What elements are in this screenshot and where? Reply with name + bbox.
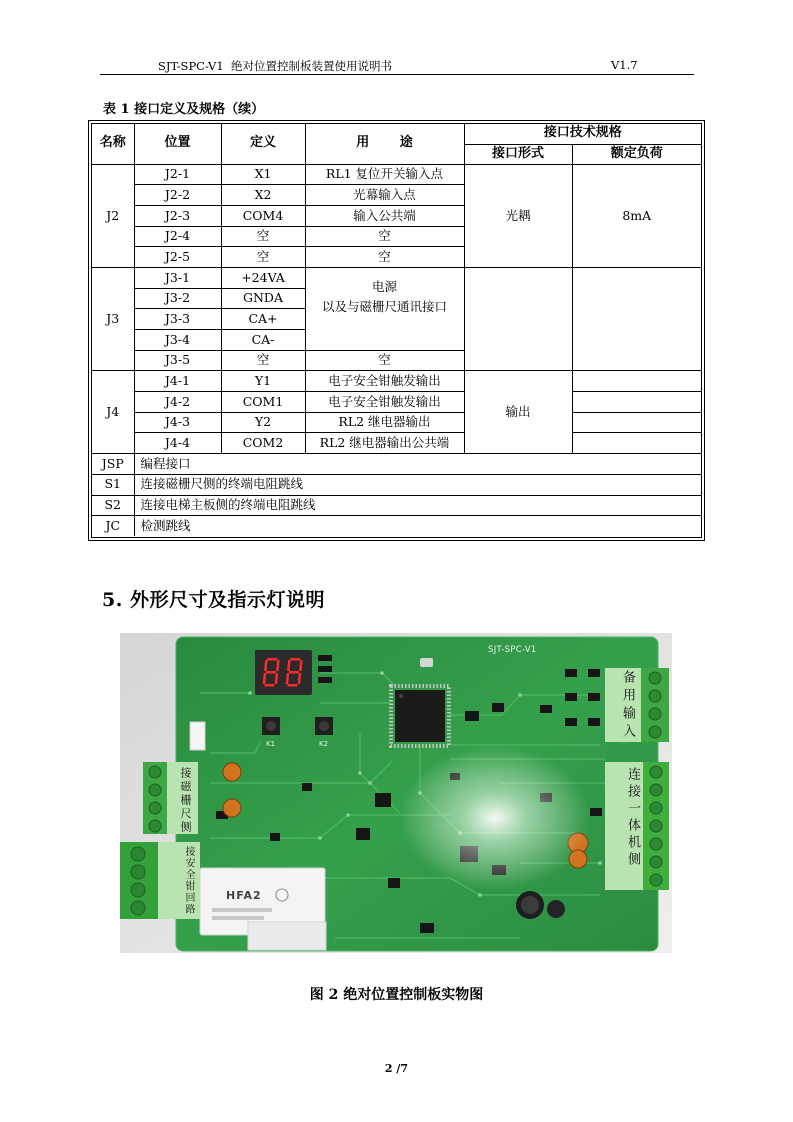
group-name-cell: J4: [92, 371, 134, 454]
purpose-cell-merged: [305, 267, 464, 350]
definition-cell: CA+: [221, 309, 305, 330]
document-title: SJT-SPC-V1 绝对位置控制板装置使用说明书: [158, 59, 392, 73]
relay-socket: [248, 922, 326, 950]
item-name-cell: JC: [92, 516, 134, 537]
purpose-cell: 空: [305, 350, 464, 371]
integrated-side-label: 连接一体机侧: [625, 767, 640, 869]
position-cell: J2-1: [134, 164, 221, 185]
programming-connector: [190, 722, 205, 750]
definition-cell: X2: [221, 185, 305, 206]
table-row: [92, 433, 701, 454]
table-row: [92, 164, 701, 185]
position-cell: J3-3: [134, 309, 221, 330]
header-interface-form: 接口形式: [464, 144, 572, 164]
position-cell: J2-5: [134, 247, 221, 268]
position-cell: J4-2: [134, 392, 221, 413]
definition-cell: Y1: [221, 371, 305, 392]
document-version: V1.7: [611, 58, 638, 72]
item-name-cell: S2: [92, 495, 134, 516]
definition-cell: 空: [221, 247, 305, 268]
table-row: [92, 454, 701, 475]
crystal-oscillator: [420, 658, 433, 667]
table-row: [92, 412, 701, 433]
spec-table-frame: [88, 120, 705, 541]
table-header-row: [92, 124, 701, 144]
position-cell: J4-3: [134, 412, 221, 433]
seven-segment-display: [255, 650, 312, 695]
definition-cell: COM2: [221, 433, 305, 454]
header-definition: 定义: [221, 124, 305, 164]
header-position: 位置: [134, 124, 221, 164]
purpose-line: 以及与磁栅尺通讯接口: [321, 298, 447, 314]
purpose-cell: RL1 复位开关输入点: [305, 164, 464, 185]
purpose-cell: 输入公共端: [305, 205, 464, 226]
display-body: [255, 650, 312, 695]
position-cell: J4-4: [134, 433, 221, 454]
definition-cell: Y2: [221, 412, 305, 433]
header-rated-load: 额定负荷: [572, 144, 701, 164]
item-name-cell: JSP: [92, 454, 134, 475]
item-description-cell: 连接磁栅尺侧的终端电阻跳线: [134, 474, 701, 495]
relay-label: HFA2: [226, 889, 262, 902]
purpose-cell: 空: [305, 247, 464, 268]
table-caption: 表 1 接口定义及规格（续）: [103, 102, 265, 117]
pcb-illustration: [120, 633, 672, 953]
section-title: 5. 外形尺寸及指示灯说明: [102, 589, 325, 611]
position-cell: J4-1: [134, 371, 221, 392]
purpose-cell: RL2 继电器输出公共端: [305, 433, 464, 454]
interface-form-cell: 光耦: [464, 164, 572, 267]
table-row: [92, 371, 701, 392]
header-name: 名称: [92, 124, 134, 164]
safety-gear-loop-label: 接安全钳回路: [183, 846, 194, 915]
interface-form-cell: [464, 267, 572, 370]
definition-cell: 空: [221, 226, 305, 247]
button-k2: [315, 717, 333, 735]
definition-cell: CA-: [221, 330, 305, 351]
item-description-cell: 编程接口: [134, 454, 701, 475]
definition-cell: COM1: [221, 392, 305, 413]
item-description-cell: 检测跳线: [134, 516, 701, 537]
button-k2-label: K2: [319, 740, 329, 748]
item-name-cell: S1: [92, 474, 134, 495]
board-photo: [120, 633, 672, 953]
spare-input-label: 备用输入: [620, 670, 635, 742]
position-cell: J2-4: [134, 226, 221, 247]
position-cell: J3-1: [134, 267, 221, 288]
magnetic-scale-side-label: 接磁栅尺侧: [179, 767, 192, 835]
rated-load-cell: [572, 371, 701, 392]
purpose-cell: 电子安全钳触发输出: [305, 371, 464, 392]
definition-cell: COM4: [221, 205, 305, 226]
definition-cell: X1: [221, 164, 305, 185]
position-cell: J2-3: [134, 205, 221, 226]
header-spec: 接口技术规格: [464, 124, 701, 144]
rated-load-cell: [572, 392, 701, 413]
position-cell: J3-2: [134, 288, 221, 309]
figure-caption: 图 2 绝对位置控制板实物图: [309, 987, 484, 1003]
group-name-cell: J2: [92, 164, 134, 267]
purpose-cell: RL2 继电器输出: [305, 412, 464, 433]
table-row: [92, 474, 701, 495]
button-k1-label: K1: [266, 740, 276, 748]
purpose-cell: 光幕输入点: [305, 185, 464, 206]
definition-cell: 空: [221, 350, 305, 371]
table-row: [92, 392, 701, 413]
interface-form-cell: 输出: [464, 371, 572, 454]
page-header: [100, 56, 694, 75]
mcu-chip: [391, 686, 449, 746]
table-row: [92, 495, 701, 516]
purpose-line: 电源: [371, 278, 397, 294]
header-purpose: 用 途: [305, 124, 464, 164]
page-number: 2 /7: [384, 1062, 409, 1075]
item-description-cell: 连接电梯主板侧的终端电阻跳线: [134, 495, 701, 516]
purpose-cell: 空: [305, 226, 464, 247]
light-glare: [400, 746, 590, 890]
interface-spec-table: [92, 124, 701, 536]
rated-load-cell: 8mA: [572, 164, 701, 267]
definition-cell: +24VA: [221, 267, 305, 288]
position-cell: J3-4: [134, 330, 221, 351]
position-cell: J2-2: [134, 185, 221, 206]
rated-load-cell: [572, 412, 701, 433]
board-model-label: SJT-SPC-V1: [488, 645, 537, 655]
terminal-block-spare-input: [605, 668, 669, 742]
position-cell: J3-5: [134, 350, 221, 371]
purpose-cell: 电子安全钳触发输出: [305, 392, 464, 413]
table-row: [92, 267, 701, 288]
button-k1: [262, 717, 280, 735]
rated-load-cell: [572, 267, 701, 370]
group-name-cell: J3: [92, 267, 134, 370]
definition-cell: GNDA: [221, 288, 305, 309]
rated-load-cell: [572, 433, 701, 454]
table-row: [92, 516, 701, 537]
